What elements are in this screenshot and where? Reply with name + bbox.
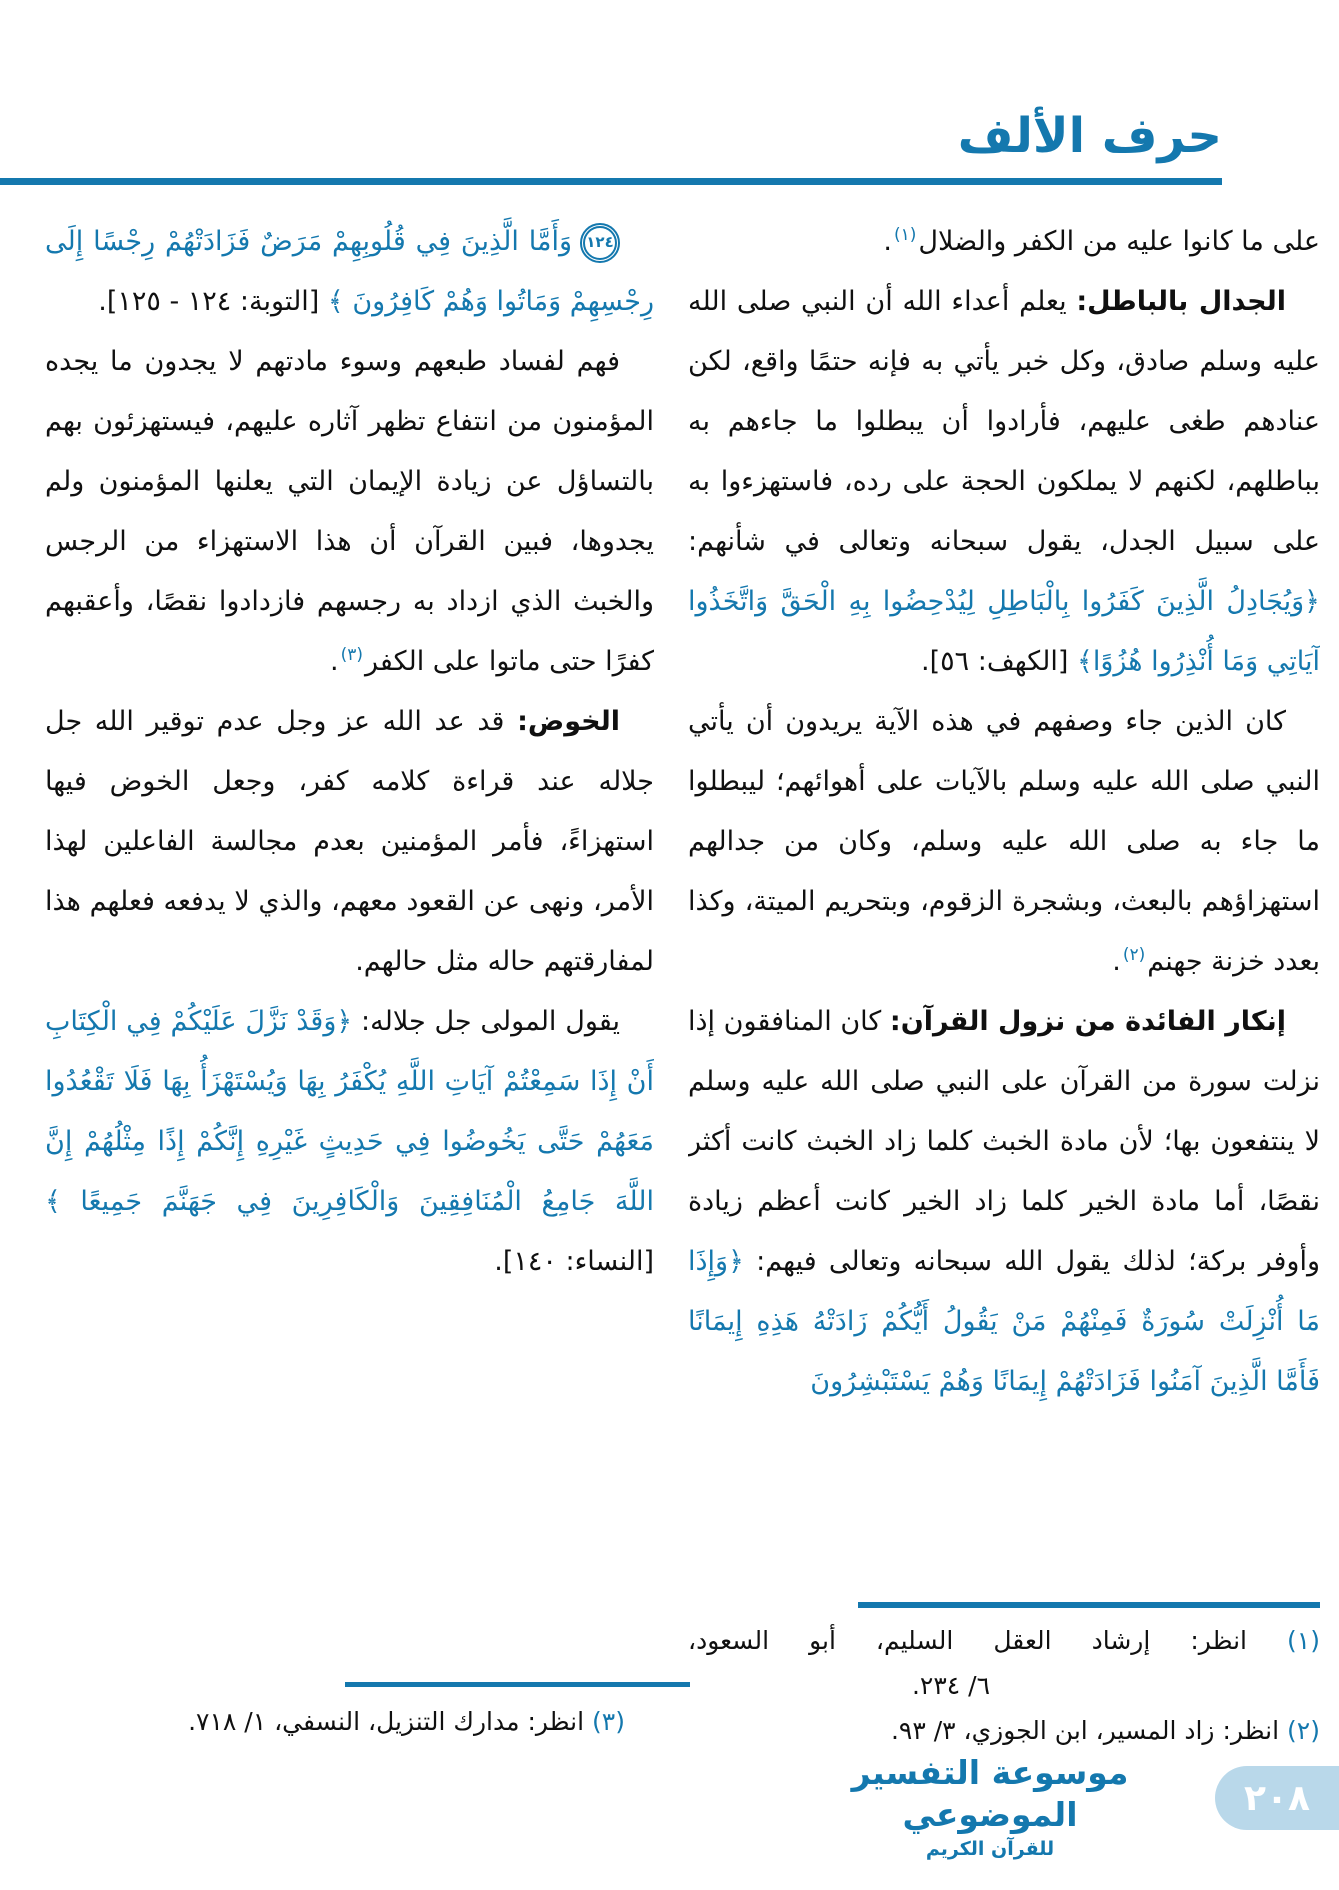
quran-verse: ﴿وَإِذَا مَا أُنْزِلَتْ سُورَةٌ فَمِنْهُمْ مَنْ يَقُولُ أَيُّكُمْ زَادَتْهُ هَذِهِ إِيمَانًا فَأَمَّا الَّذِينَ آمَنُوا فَزَادَتْهُمْ إِيمَانًا وَهُمْ يَسْتَبْشِرُونَ [688,1246,1320,1397]
footnote-text: ٦/ ٢٣٤. [911,1671,990,1700]
footnote-text: انظر: إرشاد العقل السليم، أبو السعود، [688,1626,1247,1655]
footnote-text: انظر: مدارك التنزيل، النسفي، ١/ ٧١٨. [188,1707,585,1736]
verse-reference: [الكهف: ٥٦]. [921,646,1077,677]
paragraph [688,992,1320,1412]
paragraph [688,212,1320,272]
logo-subtitle: للقرآن الكريم [925,1838,1055,1860]
quran-verse: وَأَمَّا الَّذِينَ فِي قُلُوبِهِمْ مَرَضٌ فَزَادَتْهُمْ رِجْسًا إِلَى رِجْسِهِمْ وَمَاتُوا وَهُمْ كَافِرُونَ ﴾ [45,226,654,317]
paragraph [45,992,654,1292]
footnotes-right [688,1602,1320,1753]
footnotes-left [45,1682,690,1744]
body-text: . [883,226,892,257]
body-text: على ما كانوا عليه من الكفر والضلال [918,226,1320,257]
column-right [688,212,1320,1597]
section-lead: إنكار الفائدة من نزول القرآن: [889,1006,1286,1037]
quran-verse: ﴿وَقَدْ نَزَّلَ عَلَيْكُمْ فِي الْكِتَابِ أَنْ إِذَا سَمِعْتُمْ آيَاتِ اللَّهِ يُكْفَرُ بِهَا وَيُسْتَهْزَأُ بِهَا فَلَا تَقْعُدُوا مَعَهُمْ حَتَّى يَخُوضُوا فِي حَدِيثٍ غَيْرِهِ إِنَّكُمْ إِذًا مِثْلُهُمْ إِنَّ اللَّهَ جَامِعُ الْمُنَافِقِينَ وَالْكَافِرِينَ فِي جَهَنَّمَ جَمِيعًا ﴾ [45,1006,654,1217]
paragraph [688,272,1320,692]
paragraph [45,212,654,332]
footnote-1-continued [688,1663,990,1708]
footnote-text: انظر: زاد المسير، ابن الجوزي، ٣/ ٩٣. [890,1716,1280,1745]
footnote-1 [688,1618,1320,1663]
body-text: كان الذين جاء وصفهم في هذه الآية يريدون أن يأتي النبي صلى الله عليه وسلم بالآيات على أهوائهم؛ ليبطلوا ما جاء به صلى الله عليه وسلم، وكان من جدالهم استهزاؤهم بالبعث، وبشجرة الزقوم، وبتحريم الميتة، وكذا بعدد خزنة جهنم [688,706,1320,977]
header-divider [0,178,1222,185]
page-title: حرف الألف [957,108,1222,164]
section-lead: الخوض: [517,706,620,737]
body-text: . [1112,946,1121,977]
footnote-ref-1: (١) [894,225,917,245]
footnote-2 [688,1708,1320,1753]
footnote-divider [345,1682,690,1687]
section-lead: الجدال بالباطل: [1076,286,1286,317]
logo-title: موسوعة التفسير الموضوعي [851,1753,1129,1834]
publisher-logo [845,1752,1135,1862]
body-text: فهم لفساد طبعهم وسوء مادتهم لا يجدون ما يجده المؤمنون من انتفاع تظهر آثاره عليهم، فيستهزئون بهم بالتساؤل عن زيادة الإيمان التي يعلنها المؤمنون ولم يجدوها، فبين القرآن أن هذا الاستهزاء من الرجس والخبث الذي ازداد به رجسهم فازدادوا نقصًا، وأعقبهم كفرًا حتى ماتوا على الكفر [45,346,654,677]
body-text: كان المنافقون إذا نزلت سورة من القرآن على النبي صلى الله عليه وسلم لا ينتفعون بها؛ لأن مادة الخبث كلما زاد الخبث كانت أكثر نقصًا، أما مادة الخير كلما زاد الخير كانت أعظم زيادة وأوفر بركة؛ لذلك يقول الله سبحانه وتعالى فيهم: [688,1006,1320,1277]
column-left [45,212,654,1674]
footnote-3 [45,1699,625,1744]
paragraph [45,332,654,692]
verse-reference: [التوبة: ١٢٤ - ١٢٥]. [98,286,328,317]
footnote-ref-2: (٢) [1122,945,1146,965]
quran-verse: ﴿وَيُجَادِلُ الَّذِينَ كَفَرُوا بِالْبَاطِلِ لِيُدْحِضُوا بِهِ الْحَقَّ وَاتَّخَذُوا آيَاتِي وَمَا أُنْذِرُوا هُزُوًا﴾ [688,586,1320,677]
footnote-marker: (٣) [592,1707,625,1736]
paragraph [688,692,1320,992]
footnote-ref-3: (٣) [340,645,364,665]
paragraph [45,692,654,992]
text-columns [45,212,1320,1674]
body-text: قد عد الله عز وجل عدم توقير الله جل جلاله عند قراءة كلامه كفر، وجعل الخوض فيها استهزاءً، فأمر المؤمنين بعدم مجالسة الفاعلين لهذا الأمر، ونهى عن القعود معهم، والذي لا يدفعه فعلهم هذا لمفارقتهم حاله مثل حالهم. [45,706,654,977]
page-number-badge [1215,1766,1339,1830]
page-number: ٢٠٨ [1244,1777,1310,1819]
ayah-marker-icon: ١٢٤ [580,223,620,263]
body-text: يعلم أعداء الله أن النبي صلى الله عليه وسلم صادق، وكل خبر يأتي به فإنه حتمًا واقع، لكن عنادهم طغى عليهم، فأرادوا أن يبطلوا ما جاءهم به بباطلهم، لكنهم لا يملكون الحجة على رده، فاستهزءوا به على سبيل الجدل، يقول سبحانه وتعالى في شأنهم: [688,286,1320,557]
body-text: يقول المولى جل جلاله: [352,1006,621,1037]
footnote-divider [858,1602,1320,1608]
footnote-marker: (٢) [1287,1716,1320,1745]
footnote-marker: (١) [1287,1626,1320,1655]
verse-reference: [النساء: ١٤٠]. [494,1246,654,1277]
body-text: . [330,646,339,677]
